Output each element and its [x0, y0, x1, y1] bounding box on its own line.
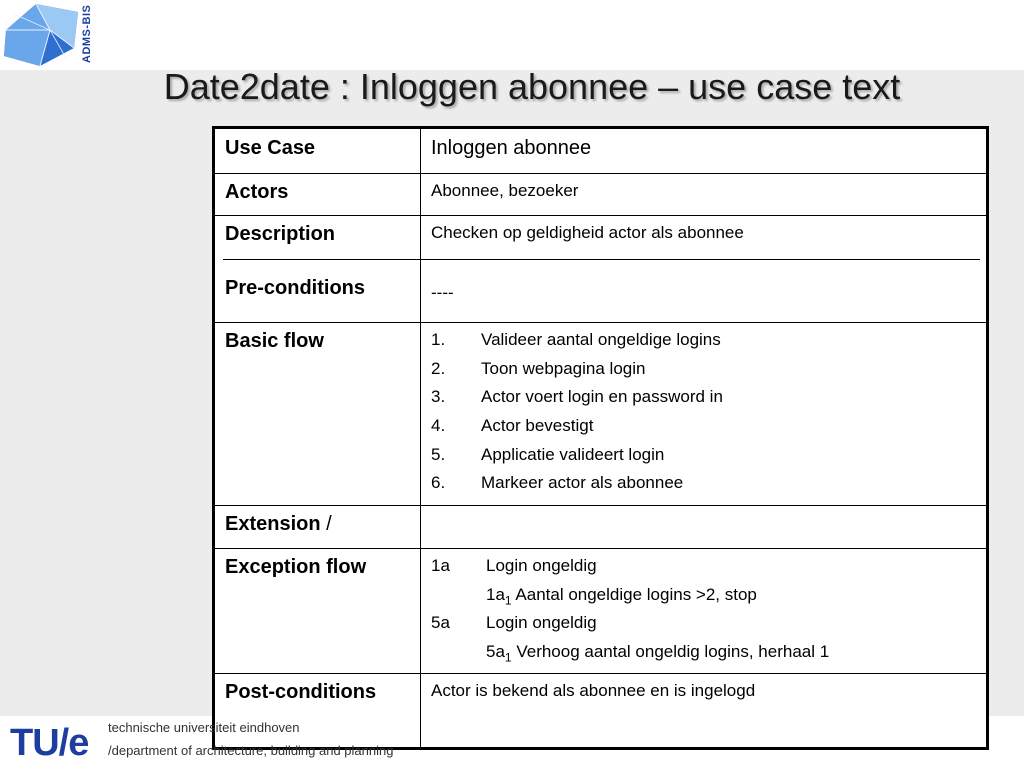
divider	[223, 259, 421, 260]
extension-value	[421, 506, 988, 549]
table-row	[214, 216, 988, 323]
use-case-table	[212, 126, 989, 750]
table-row	[214, 549, 988, 674]
actors-label: Actors	[214, 174, 421, 216]
header-band	[0, 0, 1024, 70]
logo-text: ADMS-BIS	[81, 4, 93, 64]
list-item: $5a_1$ Verhoog aantal ongeldig logins, herhaal 1	[486, 642, 830, 665]
list-item: 5. Applicatie valideert login	[431, 444, 665, 464]
list-item: 1. Valideer aantal ongeldige logins	[431, 330, 721, 349]
list-item: 2. Toon webpagina login	[431, 358, 646, 378]
list-item: 4. Actor bevestigt	[431, 416, 594, 436]
actors-value: Abonnee, bezoeker	[421, 174, 988, 216]
divider	[421, 259, 980, 260]
table-row	[214, 323, 988, 506]
page-title: Date2date : Inloggen abonnee – use case text	[163, 66, 901, 107]
table-row	[214, 128, 988, 174]
university-name: technische universiteit eindhoven	[108, 720, 300, 735]
basic-flow-list	[431, 330, 976, 502]
preconditions-value: ----	[431, 283, 454, 302]
list-item: 1a Login ongeldig	[431, 556, 597, 575]
preconditions-label: Pre-conditions	[225, 277, 366, 299]
tue-logo: TU/e	[10, 722, 89, 764]
use-case-label: Use Case	[214, 128, 421, 174]
description-value: Checken op geldigheid actor als abonnee	[431, 223, 744, 242]
table-row	[214, 674, 988, 749]
postconditions-value: Actor is bekend als abonnee en is ingelogd	[421, 674, 988, 749]
list-item: 3. Actor voert login en password in	[431, 387, 723, 407]
list-item: 5a Login ongeldig	[431, 613, 597, 633]
postconditions-label: Post-conditions	[214, 674, 421, 749]
exception-flow-label: Exception flow	[214, 549, 421, 674]
description-label: Description	[225, 223, 336, 245]
extension-label: Extension /	[214, 506, 421, 549]
list-item: $1a_1$ Aantal ongeldige logins >2, stop	[486, 584, 757, 608]
table-row	[214, 506, 988, 549]
department-name: /department of architecture, building and planning	[108, 743, 394, 758]
use-case-value: Inloggen abonnee	[421, 128, 988, 174]
table-row	[214, 174, 988, 216]
basic-flow-label: Basic flow	[214, 323, 421, 506]
list-item: 6. Markeer actor als abonnee	[431, 473, 684, 493]
